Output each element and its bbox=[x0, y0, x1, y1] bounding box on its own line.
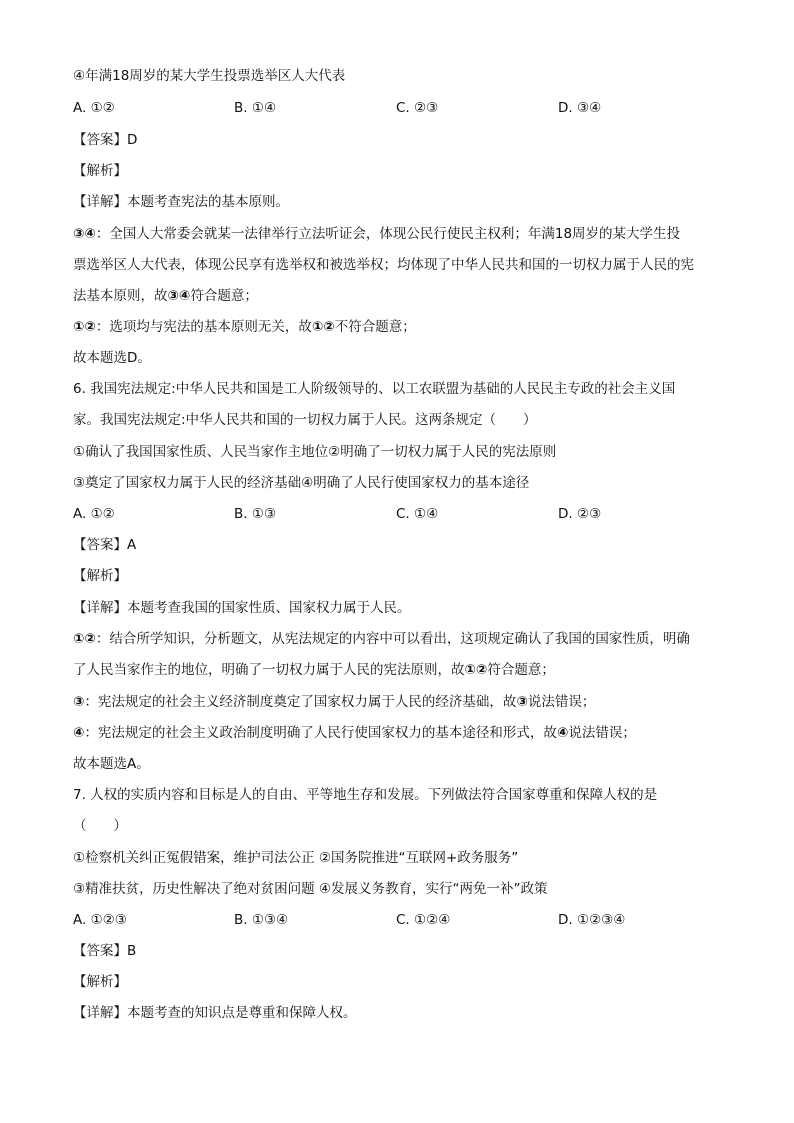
q5-p1-text-1: ：全国人大常委会就某一法律举行立法听证会，体现公民行使民主权利；年满18周岁的某大学生投 bbox=[95, 226, 681, 242]
q5-analysis-label: 【解析】 bbox=[73, 163, 127, 179]
q7-options bbox=[73, 910, 733, 930]
q5-answer-label: 【答案】 bbox=[73, 132, 127, 148]
q6-conclusion: 故本题选A。 bbox=[73, 756, 150, 772]
q7-detail bbox=[73, 1003, 733, 1023]
q6-p3-marks-inline: ④ bbox=[556, 725, 569, 741]
q6-option-c: C. ①④ bbox=[396, 506, 439, 522]
q5-answer-value: D bbox=[127, 132, 138, 148]
q7-answer-label: 【答案】 bbox=[73, 943, 127, 959]
q6-p2-text-b: 说法错误； bbox=[527, 694, 596, 710]
q7-answer-value: B bbox=[127, 943, 137, 959]
q6-paragraph-1-line-1 bbox=[73, 629, 733, 649]
q5-p1-marks: ③④ bbox=[73, 226, 96, 242]
q6-option-b: B. ①③ bbox=[234, 506, 277, 522]
q5-p1-marks-inline: ③④ bbox=[167, 288, 191, 304]
q5-option-b: B. ①④ bbox=[234, 100, 277, 116]
q7-detail-label: 【详解】 bbox=[73, 1005, 127, 1021]
q5-p1-text-3b: 符合题意； bbox=[190, 288, 258, 304]
q7-stem-line-1: 7. 人权的实质内容和目标是人的自由、平等地生存和发展。下列做法符合国家尊重和保障人权的是 bbox=[73, 787, 658, 803]
q7-statements-1-2: ①检察机关纠正冤假错案，维护司法公正 ②国务院推进“互联网+政务服务” bbox=[73, 850, 519, 866]
q5-paragraph-1-line-1 bbox=[73, 224, 733, 244]
q6-option-a: A. ①② bbox=[73, 506, 115, 522]
q6-p1-text-2b: 符合题意； bbox=[487, 662, 555, 678]
q5-statement-4: ④年满18周岁的某大学生投票选举区人大代表 bbox=[73, 68, 346, 84]
q6-paragraph-3 bbox=[73, 723, 733, 743]
q7-option-b: B. ①③④ bbox=[234, 912, 289, 928]
q6-p2-text-a: ：宪法规定的社会主义经济制度奠定了国家权力属于人民的经济基础，故 bbox=[84, 694, 517, 710]
q5-option-d: D. ③④ bbox=[558, 100, 602, 116]
q7-detail-text: 本题考查的知识点是尊重和保障人权。 bbox=[127, 1005, 357, 1021]
q6-analysis-label: 【解析】 bbox=[73, 568, 127, 584]
q5-p2-text-a: ：选项均与宪法的基本原则无关，故 bbox=[95, 319, 312, 335]
q6-detail-label: 【详解】 bbox=[73, 600, 127, 616]
q5-answer bbox=[73, 130, 733, 150]
q5-option-c: C. ②③ bbox=[396, 100, 439, 116]
q6-answer-value: A bbox=[127, 537, 137, 553]
q7-stem-line-2: （ ） bbox=[73, 818, 127, 834]
q6-p3-text-a: ：宪法规定的社会主义政治制度明确了人民行使国家权力的基本途径和形式，故 bbox=[84, 725, 557, 741]
q5-option-a: A. ①② bbox=[73, 100, 115, 116]
q5-paragraph-1-line-2: 票选举区人大代表，体现公民享有选举权和被选举权；均体现了中华人民共和国的一切权力属于人民的宪 bbox=[73, 257, 694, 273]
q5-p2-text-b: 不符合题意； bbox=[334, 319, 416, 335]
q7-answer bbox=[73, 941, 733, 961]
q6-p3-text-b: 说法错误； bbox=[568, 725, 636, 741]
q7-statements-3-4: ③精准扶贫，历史性解决了绝对贫困问题 ④发展义务教育，实行“两免一补”政策 bbox=[73, 881, 548, 897]
q6-paragraph-2 bbox=[73, 692, 733, 712]
q6-statements-1-2: ①确认了我国国家性质、人民当家作主地位②明确了一切权力属于人民的宪法原则 bbox=[73, 444, 557, 460]
q6-p1-text-2a: 了人民当家作主的地位，明确了一切权力属于人民的宪法原则，故 bbox=[73, 662, 465, 678]
q6-detail bbox=[73, 598, 733, 618]
q6-paragraph-1-line-2 bbox=[73, 660, 733, 680]
q7-analysis-label: 【解析】 bbox=[73, 974, 127, 990]
q6-p2-marks: ③ bbox=[73, 694, 85, 710]
q5-detail-text: 本题考查宪法的基本原则。 bbox=[127, 194, 289, 210]
q6-p1-marks-inline: ①② bbox=[464, 662, 488, 678]
q6-options bbox=[73, 504, 733, 524]
q6-answer bbox=[73, 535, 733, 555]
q5-detail bbox=[73, 192, 733, 212]
q6-p1-marks: ①② bbox=[73, 631, 96, 647]
q5-detail-label: 【详解】 bbox=[73, 194, 127, 210]
q7-option-c: C. ①②④ bbox=[396, 912, 451, 928]
q6-p3-marks: ④ bbox=[73, 725, 85, 741]
q6-p2-marks-inline: ③ bbox=[516, 694, 528, 710]
q5-options bbox=[73, 98, 733, 118]
q6-stem-line-2: 家。我国宪法规定:中华人民共和国的一切权力属于人民。这两条规定（ ） bbox=[73, 412, 537, 428]
q6-p1-text-1: ：结合所学知识，分析题文，从宪法规定的内容中可以看出，这项规定确认了我国的国家性质，明确 bbox=[95, 631, 690, 647]
q5-p2-marks-inline: ①② bbox=[311, 319, 335, 335]
q5-paragraph-1-line-3 bbox=[73, 286, 733, 306]
q6-stem-line-1: 6. 我国宪法规定:中华人民共和国是工人阶级领导的、以工农联盟为基础的人民民主专政的社会主义国 bbox=[73, 381, 676, 397]
q7-option-d: D. ①②③④ bbox=[558, 912, 626, 928]
q6-statements-3-4: ③奠定了国家权力属于人民的经济基础④明确了人民行使国家权力的基本途径 bbox=[73, 475, 530, 491]
q5-p1-text-3a: 法基本原则，故 bbox=[73, 288, 168, 304]
q6-detail-text: 本题考查我国的国家性质、国家权力属于人民。 bbox=[127, 600, 411, 616]
q5-paragraph-2 bbox=[73, 317, 733, 337]
q5-conclusion: 故本题选D。 bbox=[73, 350, 151, 366]
q7-option-a: A. ①②③ bbox=[73, 912, 127, 928]
q6-answer-label: 【答案】 bbox=[73, 537, 127, 553]
q5-p2-marks: ①② bbox=[73, 319, 96, 335]
q6-option-d: D. ②③ bbox=[558, 506, 602, 522]
